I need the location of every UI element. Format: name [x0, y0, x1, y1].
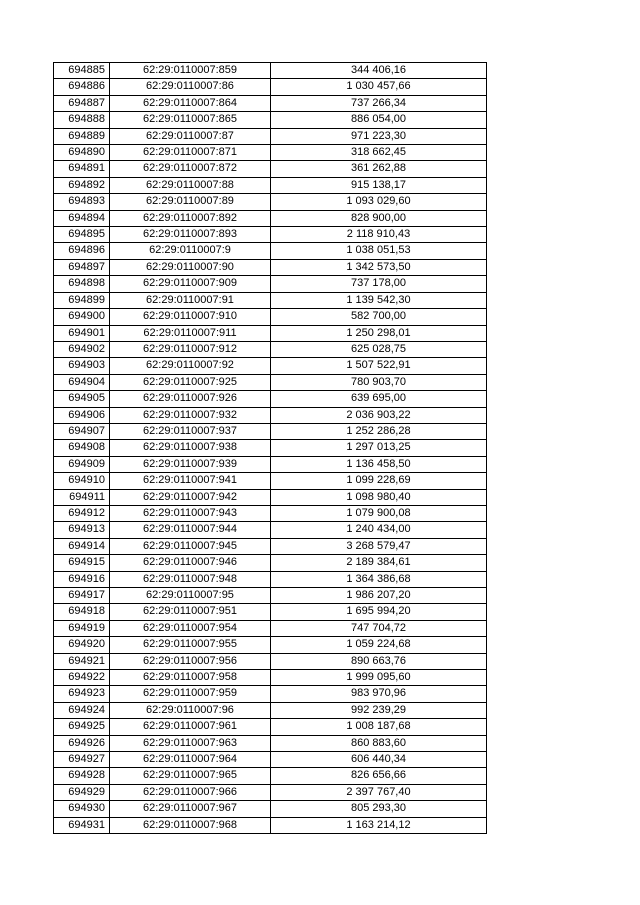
- value-cell: 826 656,66: [271, 768, 487, 784]
- table-row: [54, 407, 487, 423]
- table-row: [54, 112, 487, 128]
- cadastral-number-cell: 62:29:0110007:941: [110, 473, 271, 489]
- value-cell: 1 099 228,69: [271, 473, 487, 489]
- value-cell: 780 903,70: [271, 374, 487, 390]
- table-row: [54, 670, 487, 686]
- cadastral-number-cell: 62:29:0110007:959: [110, 686, 271, 702]
- row-number-cell: 694930: [54, 801, 110, 817]
- table-row: [54, 374, 487, 390]
- row-number-cell: 694907: [54, 423, 110, 439]
- table-row: [54, 719, 487, 735]
- row-number-cell: 694901: [54, 325, 110, 341]
- cadastral-number-cell: 62:29:0110007:956: [110, 653, 271, 669]
- table-row: [54, 423, 487, 439]
- value-cell: 1 297 013,25: [271, 440, 487, 456]
- value-cell: 1 364 386,68: [271, 571, 487, 587]
- cadastral-number-cell: 62:29:0110007:967: [110, 801, 271, 817]
- value-cell: 890 663,76: [271, 653, 487, 669]
- cadastral-number-cell: 62:29:0110007:872: [110, 161, 271, 177]
- row-number-cell: 694917: [54, 588, 110, 604]
- cadastral-number-cell: 62:29:0110007:96: [110, 702, 271, 718]
- row-number-cell: 694910: [54, 473, 110, 489]
- row-number-cell: 694931: [54, 817, 110, 833]
- row-number-cell: 694912: [54, 505, 110, 521]
- row-number-cell: 694894: [54, 210, 110, 226]
- value-cell: 737 266,34: [271, 95, 487, 111]
- row-number-cell: 694913: [54, 522, 110, 538]
- row-number-cell: 694900: [54, 309, 110, 325]
- value-cell: 2 189 384,61: [271, 555, 487, 571]
- value-cell: 1 240 434,00: [271, 522, 487, 538]
- value-cell: 1 038 051,53: [271, 243, 487, 259]
- cadastral-number-cell: 62:29:0110007:859: [110, 63, 271, 79]
- table-row: [54, 489, 487, 505]
- value-cell: 860 883,60: [271, 735, 487, 751]
- value-cell: 318 662,45: [271, 145, 487, 161]
- table-row: [54, 686, 487, 702]
- cadastral-number-cell: 62:29:0110007:961: [110, 719, 271, 735]
- table-row: [54, 227, 487, 243]
- row-number-cell: 694892: [54, 177, 110, 193]
- row-number-cell: 694920: [54, 637, 110, 653]
- table-row: [54, 653, 487, 669]
- table-row: [54, 571, 487, 587]
- cadastral-number-cell: 62:29:0110007:87: [110, 128, 271, 144]
- table-row: [54, 259, 487, 275]
- cadastral-number-cell: 62:29:0110007:871: [110, 145, 271, 161]
- row-number-cell: 694905: [54, 391, 110, 407]
- row-number-cell: 694896: [54, 243, 110, 259]
- value-cell: 1 250 298,01: [271, 325, 487, 341]
- table-row: [54, 620, 487, 636]
- table-row: [54, 801, 487, 817]
- value-cell: 2 118 910,43: [271, 227, 487, 243]
- cadastral-number-cell: 62:29:0110007:945: [110, 538, 271, 554]
- row-number-cell: 694889: [54, 128, 110, 144]
- row-number-cell: 694914: [54, 538, 110, 554]
- row-number-cell: 694904: [54, 374, 110, 390]
- row-number-cell: 694915: [54, 555, 110, 571]
- table-row: [54, 604, 487, 620]
- value-cell: 1 139 542,30: [271, 292, 487, 308]
- cadastral-number-cell: 62:29:0110007:95: [110, 588, 271, 604]
- row-number-cell: 694902: [54, 341, 110, 357]
- cadastral-number-cell: 62:29:0110007:92: [110, 358, 271, 374]
- cadastral-number-cell: 62:29:0110007:865: [110, 112, 271, 128]
- table-row: [54, 440, 487, 456]
- value-cell: 361 262,88: [271, 161, 487, 177]
- value-cell: 1 507 522,91: [271, 358, 487, 374]
- table-body: [54, 63, 487, 834]
- table-row: [54, 784, 487, 800]
- value-cell: 828 900,00: [271, 210, 487, 226]
- cadastral-number-cell: 62:29:0110007:91: [110, 292, 271, 308]
- row-number-cell: 694903: [54, 358, 110, 374]
- value-cell: 971 223,30: [271, 128, 487, 144]
- row-number-cell: 694906: [54, 407, 110, 423]
- cadastral-number-cell: 62:29:0110007:89: [110, 194, 271, 210]
- cadastral-number-cell: 62:29:0110007:937: [110, 423, 271, 439]
- cadastral-number-cell: 62:29:0110007:964: [110, 752, 271, 768]
- row-number-cell: 694922: [54, 670, 110, 686]
- table-row: [54, 588, 487, 604]
- cadastral-number-cell: 62:29:0110007:938: [110, 440, 271, 456]
- value-cell: 1 695 994,20: [271, 604, 487, 620]
- cadastral-number-cell: 62:29:0110007:942: [110, 489, 271, 505]
- row-number-cell: 694919: [54, 620, 110, 636]
- table-row: [54, 177, 487, 193]
- cadastral-number-cell: 62:29:0110007:909: [110, 276, 271, 292]
- value-cell: 1 059 224,68: [271, 637, 487, 653]
- table-row: [54, 637, 487, 653]
- row-number-cell: 694898: [54, 276, 110, 292]
- table-row: [54, 79, 487, 95]
- row-number-cell: 694888: [54, 112, 110, 128]
- cadastral-number-cell: 62:29:0110007:948: [110, 571, 271, 587]
- row-number-cell: 694921: [54, 653, 110, 669]
- value-cell: 737 178,00: [271, 276, 487, 292]
- cadastral-number-cell: 62:29:0110007:86: [110, 79, 271, 95]
- value-cell: 2 397 767,40: [271, 784, 487, 800]
- cadastral-number-cell: 62:29:0110007:966: [110, 784, 271, 800]
- value-cell: 582 700,00: [271, 309, 487, 325]
- row-number-cell: 694923: [54, 686, 110, 702]
- table-row: [54, 194, 487, 210]
- row-number-cell: 694927: [54, 752, 110, 768]
- cadastral-number-cell: 62:29:0110007:90: [110, 259, 271, 275]
- cadastral-number-cell: 62:29:0110007:943: [110, 505, 271, 521]
- row-number-cell: 694895: [54, 227, 110, 243]
- table-row: [54, 817, 487, 833]
- table-row: [54, 243, 487, 259]
- row-number-cell: 694924: [54, 702, 110, 718]
- data-table: [53, 62, 487, 834]
- row-number-cell: 694893: [54, 194, 110, 210]
- row-number-cell: 694887: [54, 95, 110, 111]
- table-row: [54, 161, 487, 177]
- value-cell: 625 028,75: [271, 341, 487, 357]
- row-number-cell: 694918: [54, 604, 110, 620]
- value-cell: 1 342 573,50: [271, 259, 487, 275]
- value-cell: 983 970,96: [271, 686, 487, 702]
- table-row: [54, 538, 487, 554]
- row-number-cell: 694885: [54, 63, 110, 79]
- cadastral-number-cell: 62:29:0110007:910: [110, 309, 271, 325]
- table-row: [54, 752, 487, 768]
- value-cell: 1 136 458,50: [271, 456, 487, 472]
- cadastral-number-cell: 62:29:0110007:963: [110, 735, 271, 751]
- value-cell: 1 079 900,08: [271, 505, 487, 521]
- cadastral-number-cell: 62:29:0110007:925: [110, 374, 271, 390]
- table-row: [54, 292, 487, 308]
- cadastral-number-cell: 62:29:0110007:965: [110, 768, 271, 784]
- table-row: [54, 276, 487, 292]
- value-cell: 992 239,29: [271, 702, 487, 718]
- value-cell: 1 093 029,60: [271, 194, 487, 210]
- row-number-cell: 694911: [54, 489, 110, 505]
- row-number-cell: 694916: [54, 571, 110, 587]
- table-row: [54, 309, 487, 325]
- table-row: [54, 456, 487, 472]
- table-row: [54, 63, 487, 79]
- value-cell: 1 986 207,20: [271, 588, 487, 604]
- table-row: [54, 735, 487, 751]
- cadastral-number-cell: 62:29:0110007:912: [110, 341, 271, 357]
- value-cell: 639 695,00: [271, 391, 487, 407]
- row-number-cell: 694908: [54, 440, 110, 456]
- row-number-cell: 694886: [54, 79, 110, 95]
- value-cell: 1 999 095,60: [271, 670, 487, 686]
- row-number-cell: 694899: [54, 292, 110, 308]
- value-cell: 1 098 980,40: [271, 489, 487, 505]
- value-cell: 3 268 579,47: [271, 538, 487, 554]
- value-cell: 886 054,00: [271, 112, 487, 128]
- cadastral-number-cell: 62:29:0110007:893: [110, 227, 271, 243]
- table-row: [54, 341, 487, 357]
- value-cell: 606 440,34: [271, 752, 487, 768]
- cadastral-number-cell: 62:29:0110007:88: [110, 177, 271, 193]
- cadastral-number-cell: 62:29:0110007:944: [110, 522, 271, 538]
- table-row: [54, 555, 487, 571]
- value-cell: 1 030 457,66: [271, 79, 487, 95]
- cadastral-number-cell: 62:29:0110007:955: [110, 637, 271, 653]
- table-row: [54, 702, 487, 718]
- table-row: [54, 145, 487, 161]
- cadastral-number-cell: 62:29:0110007:932: [110, 407, 271, 423]
- cadastral-number-cell: 62:29:0110007:968: [110, 817, 271, 833]
- table-row: [54, 473, 487, 489]
- cadastral-number-cell: 62:29:0110007:926: [110, 391, 271, 407]
- cadastral-number-cell: 62:29:0110007:892: [110, 210, 271, 226]
- row-number-cell: 694909: [54, 456, 110, 472]
- table-row: [54, 128, 487, 144]
- cadastral-number-cell: 62:29:0110007:911: [110, 325, 271, 341]
- row-number-cell: 694926: [54, 735, 110, 751]
- cadastral-number-cell: 62:29:0110007:939: [110, 456, 271, 472]
- table-row: [54, 522, 487, 538]
- table-row: [54, 210, 487, 226]
- cadastral-number-cell: 62:29:0110007:864: [110, 95, 271, 111]
- table-row: [54, 505, 487, 521]
- value-cell: 1 163 214,12: [271, 817, 487, 833]
- value-cell: 1 008 187,68: [271, 719, 487, 735]
- cadastral-number-cell: 62:29:0110007:946: [110, 555, 271, 571]
- table-row: [54, 391, 487, 407]
- table-row: [54, 768, 487, 784]
- cadastral-number-cell: 62:29:0110007:9: [110, 243, 271, 259]
- value-cell: 747 704,72: [271, 620, 487, 636]
- table-row: [54, 95, 487, 111]
- value-cell: 2 036 903,22: [271, 407, 487, 423]
- row-number-cell: 694928: [54, 768, 110, 784]
- value-cell: 344 406,16: [271, 63, 487, 79]
- row-number-cell: 694890: [54, 145, 110, 161]
- row-number-cell: 694897: [54, 259, 110, 275]
- row-number-cell: 694929: [54, 784, 110, 800]
- value-cell: 805 293,30: [271, 801, 487, 817]
- value-cell: 915 138,17: [271, 177, 487, 193]
- table-row: [54, 325, 487, 341]
- cadastral-number-cell: 62:29:0110007:951: [110, 604, 271, 620]
- cadastral-number-cell: 62:29:0110007:954: [110, 620, 271, 636]
- row-number-cell: 694891: [54, 161, 110, 177]
- cadastral-number-cell: 62:29:0110007:958: [110, 670, 271, 686]
- table-row: [54, 358, 487, 374]
- value-cell: 1 252 286,28: [271, 423, 487, 439]
- row-number-cell: 694925: [54, 719, 110, 735]
